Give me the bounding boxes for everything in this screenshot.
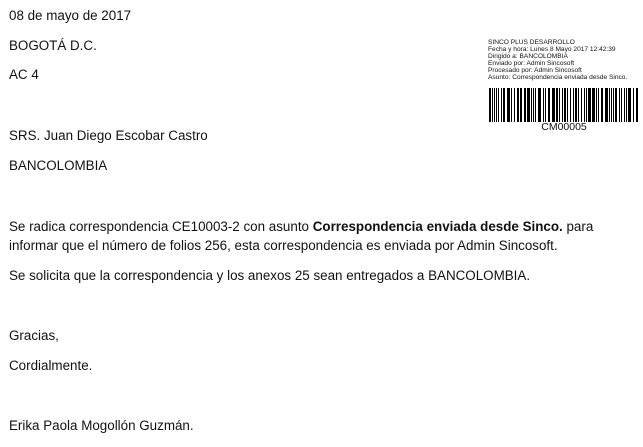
barcode-bar — [494, 88, 495, 122]
barcode-code: CM00005 — [541, 121, 587, 133]
barcode-bar — [507, 88, 510, 122]
barcode-bar — [609, 88, 610, 122]
stamp-company: SINCO PLUS DESARROLLO — [488, 39, 575, 46]
barcode-bar — [598, 88, 599, 122]
barcode-bar — [552, 88, 555, 122]
barcode-bar — [531, 88, 532, 122]
radication-stamp — [488, 40, 640, 136]
barcode-bar — [592, 88, 595, 122]
barcode-bar — [514, 88, 515, 122]
recipient-company: BANCOLOMBIA — [9, 158, 108, 173]
barcode-bar — [636, 88, 638, 122]
barcode-bar — [626, 88, 627, 122]
stamp-sender: Enviado por: Admin Sincosoft — [488, 59, 575, 67]
letter-reference: AC 4 — [9, 67, 39, 82]
barcode-bar — [573, 88, 574, 122]
barcode-bar — [543, 88, 544, 122]
barcode-bar — [567, 88, 568, 122]
body-subject: Correspondencia enviada desde Sinco. — [312, 219, 563, 234]
letter-city: BOGOTÁ D.C. — [9, 38, 97, 53]
body-text-intro: Se radica correspondencia CE10003-2 con asunto — [9, 219, 313, 234]
body-paragraph-1-line-2: informar que el número de folios 256, esta correspondencia es enviada por Admin Sincosoft. — [9, 238, 558, 253]
barcode-bar — [615, 88, 617, 122]
barcode-bar — [581, 88, 582, 122]
barcode-bar — [492, 88, 493, 122]
barcode-bar — [605, 88, 608, 122]
barcode-bar — [524, 88, 526, 122]
stamp-datetime: Fecha y hora: Lunes 8 Mayo 2017 12:42:39 — [488, 45, 616, 53]
barcode-bar — [559, 88, 560, 122]
letter-date: 08 de mayo de 2017 — [9, 8, 132, 23]
barcode-bar — [520, 88, 522, 122]
barcode-bar — [538, 88, 541, 122]
barcode-bar — [588, 88, 591, 122]
barcode-bar — [503, 88, 505, 122]
barcode-bar — [517, 88, 519, 122]
barcode-bar — [613, 88, 614, 122]
signer-name: Erika Paola Mogollón Guzmán. — [9, 418, 194, 433]
barcode-bar — [575, 88, 577, 122]
barcode-bar — [498, 88, 499, 122]
stamp-addressee: Dirigido a: BANCOLOMBIA — [488, 52, 568, 60]
barcode-bar — [501, 88, 502, 122]
barcode-bar — [633, 88, 634, 122]
barcode-bar — [564, 88, 566, 122]
barcode-bar — [548, 88, 550, 122]
barcode-bar — [628, 88, 631, 122]
barcode-bar — [545, 88, 546, 122]
closing-thanks: Gracias, — [9, 328, 59, 343]
barcode-bar — [611, 88, 612, 122]
barcode-bar — [619, 88, 620, 122]
barcode-image — [489, 88, 639, 122]
barcode-bar — [584, 88, 585, 122]
barcode-bar — [489, 88, 491, 122]
body-paragraph-1 — [9, 217, 593, 236]
barcode-bar — [496, 88, 497, 122]
barcode-bar — [586, 88, 587, 122]
barcode-bar — [624, 88, 625, 122]
stamp-subject: Asunto: Correspondencia enviada desde Sinco. — [488, 73, 628, 81]
body-paragraph-2: Se solicita que la correspondencia y los anexos 25 sean entregados a BANCOLOMBIA. — [9, 268, 531, 283]
barcode-bar — [621, 88, 622, 122]
body-text-tail: para — [562, 219, 594, 234]
barcode-bar — [578, 88, 579, 122]
recipient-name: SRS. Juan Diego Escobar Castro — [9, 128, 208, 143]
barcode-bar — [511, 88, 512, 122]
stamp-processor: Procesado por: Admin Sincosoft — [488, 66, 582, 74]
barcode-bar — [556, 88, 558, 122]
barcode-bar — [601, 88, 603, 122]
barcode-bar — [535, 88, 536, 122]
closing-regards: Cordialmente. — [9, 358, 93, 373]
barcode-bar — [533, 88, 534, 122]
barcode-bar — [562, 88, 563, 122]
barcode-bar — [596, 88, 597, 122]
barcode-bar — [527, 88, 530, 122]
barcode-bar — [570, 88, 571, 122]
